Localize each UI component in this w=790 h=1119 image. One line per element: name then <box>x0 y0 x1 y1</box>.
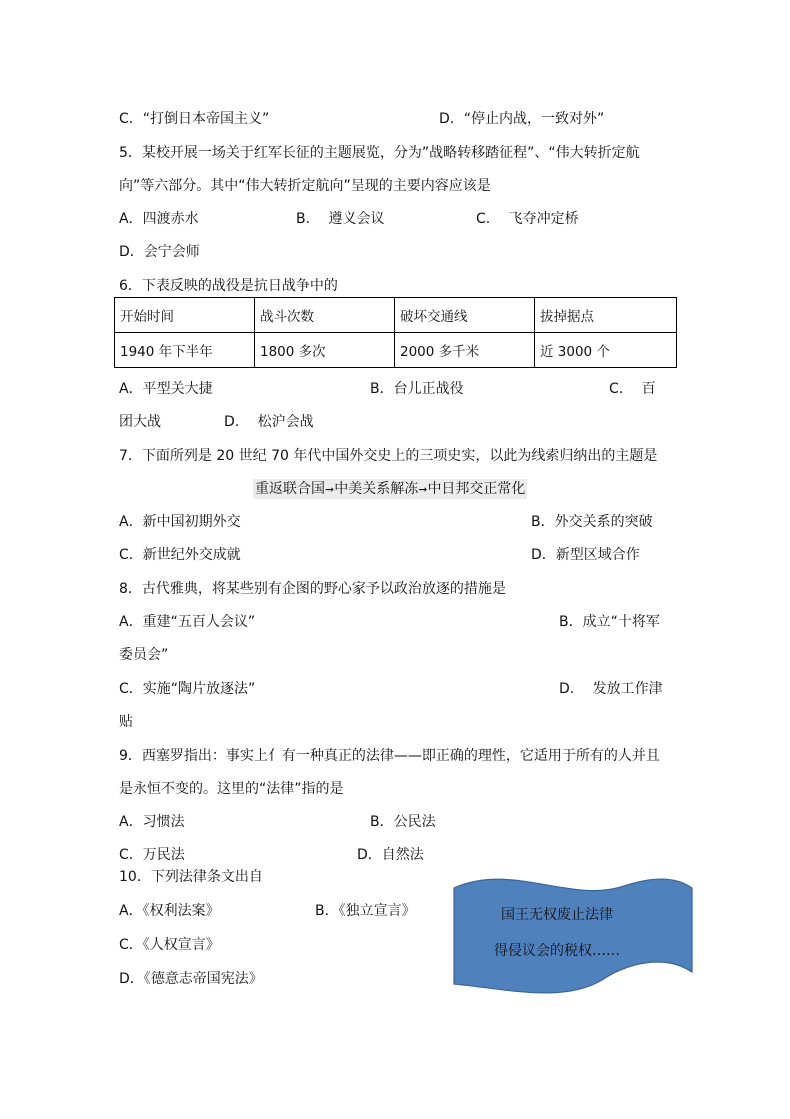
battle-table <box>114 297 677 368</box>
q8-option-b-part2: 委员会” <box>119 647 169 663</box>
q6-stem: 6．下表反映的战役是抗日战争中的 <box>119 278 338 294</box>
q9-option-d: D．自然法 <box>357 847 424 863</box>
q7-option-c: C．新世纪外交成就 <box>119 547 241 563</box>
table-cell: 2000 多千米 <box>395 333 535 368</box>
q10-option-a: A．《权利法案》 <box>119 903 220 919</box>
q5-option-b: B. 遵义会议 <box>296 211 385 227</box>
q6-option-c-part1: C. 百 <box>609 381 656 397</box>
q10-option-b: B．《独立宣言》 <box>315 903 416 919</box>
table-header-cell: 战斗次数 <box>255 298 395 333</box>
q7-option-a: A．新中国初期外交 <box>119 514 241 530</box>
table-header-cell: 破坏交通线 <box>395 298 535 333</box>
q4-option-c: C．“打倒日本帝国主义” <box>119 111 270 127</box>
q6-option-b: B．台儿正战役 <box>370 381 464 397</box>
q5-option-c: C. 飞夺冲定桥 <box>476 211 579 227</box>
table-header-cell: 拔掉据点 <box>535 298 677 333</box>
q10-option-d: D．《德意志帝国宪法》 <box>119 971 263 987</box>
q5-option-a: A．四渡赤水 <box>119 211 199 227</box>
q7-flow-box <box>253 479 527 499</box>
q7-option-d: D．新型区域合作 <box>531 547 640 563</box>
q8-option-c: C．实施“陶片放逐法” <box>119 681 256 697</box>
table-cell: 近 3000 个 <box>535 333 677 368</box>
q10-option-c: C．《人权宣言》 <box>119 937 220 953</box>
table-header-cell: 开始时间 <box>115 298 255 333</box>
q6-option-d: D. 松沪会战 <box>224 414 314 430</box>
table-header-row <box>115 298 677 333</box>
q8-option-d-part2: 贴 <box>119 714 133 730</box>
q6-option-a: A．平型关大捷 <box>119 381 213 397</box>
q6-option-c-part2: 团大战 <box>119 414 161 430</box>
flag-shape <box>454 879 692 993</box>
q4-option-d: D．“停止内战，一致对外” <box>439 111 605 127</box>
wavy-flag-banner <box>452 870 694 995</box>
q10-stem: 10．下列法律条文出自 <box>119 869 263 885</box>
q7-option-b: B．外交关系的突破 <box>531 514 653 530</box>
q8-option-d-part1: D. 发放工作津 <box>559 681 663 697</box>
q9-stem-line1: 9．西塞罗指出：事实上亻有一种真正的法律——即正确的理性，它适用于所有的人并且 <box>119 748 660 764</box>
table-cell: 1800 多次 <box>255 333 395 368</box>
flow-step-sino-us: 中美关系解冻 <box>334 481 419 497</box>
q9-option-b: B．公民法 <box>370 814 436 830</box>
arrow-right-icon: ➞ <box>418 483 428 496</box>
flow-step-sino-japan: 中日邦交正常化 <box>427 481 526 497</box>
q9-option-c: C．万民法 <box>119 847 185 863</box>
flow-step-un: 重返联合国 <box>255 481 325 497</box>
q8-option-b-part1: B．成立“十将军 <box>559 614 660 630</box>
arrow-right-icon: ➞ <box>325 483 335 496</box>
q5-stem-line2: 向”等六部分。其中“伟大转折定航向”呈现的主要内容应该是 <box>119 178 491 194</box>
q5-stem-line1: 5．某校开展一场关于红军长征的主题展览，分为”战略转移踏征程”、“伟大转折定航 <box>119 145 640 161</box>
table-cell: 1940 年下半年 <box>115 333 255 368</box>
q8-option-a: A．重建“五百人会议” <box>119 614 256 630</box>
flag-text-line2: 得侵议会的税权…… <box>494 943 620 959</box>
q7-stem: 7．下面所列是 20 世纪 70 年代中国外交史上的三项史实，以此为线索归纳出的主题是 <box>119 448 658 464</box>
q9-stem-line2: 是永恒不变的。这里的“法律”指的是 <box>119 781 344 797</box>
table-row <box>115 333 677 368</box>
q5-option-d: D．会宁会师 <box>119 244 200 260</box>
q8-stem: 8．古代雅典，将某些别有企图的野心家予以政治放逐的措施是 <box>119 581 506 597</box>
q9-option-a: A．习惯法 <box>119 814 185 830</box>
flag-text-line1: 国王无权废止法律 <box>501 907 613 923</box>
